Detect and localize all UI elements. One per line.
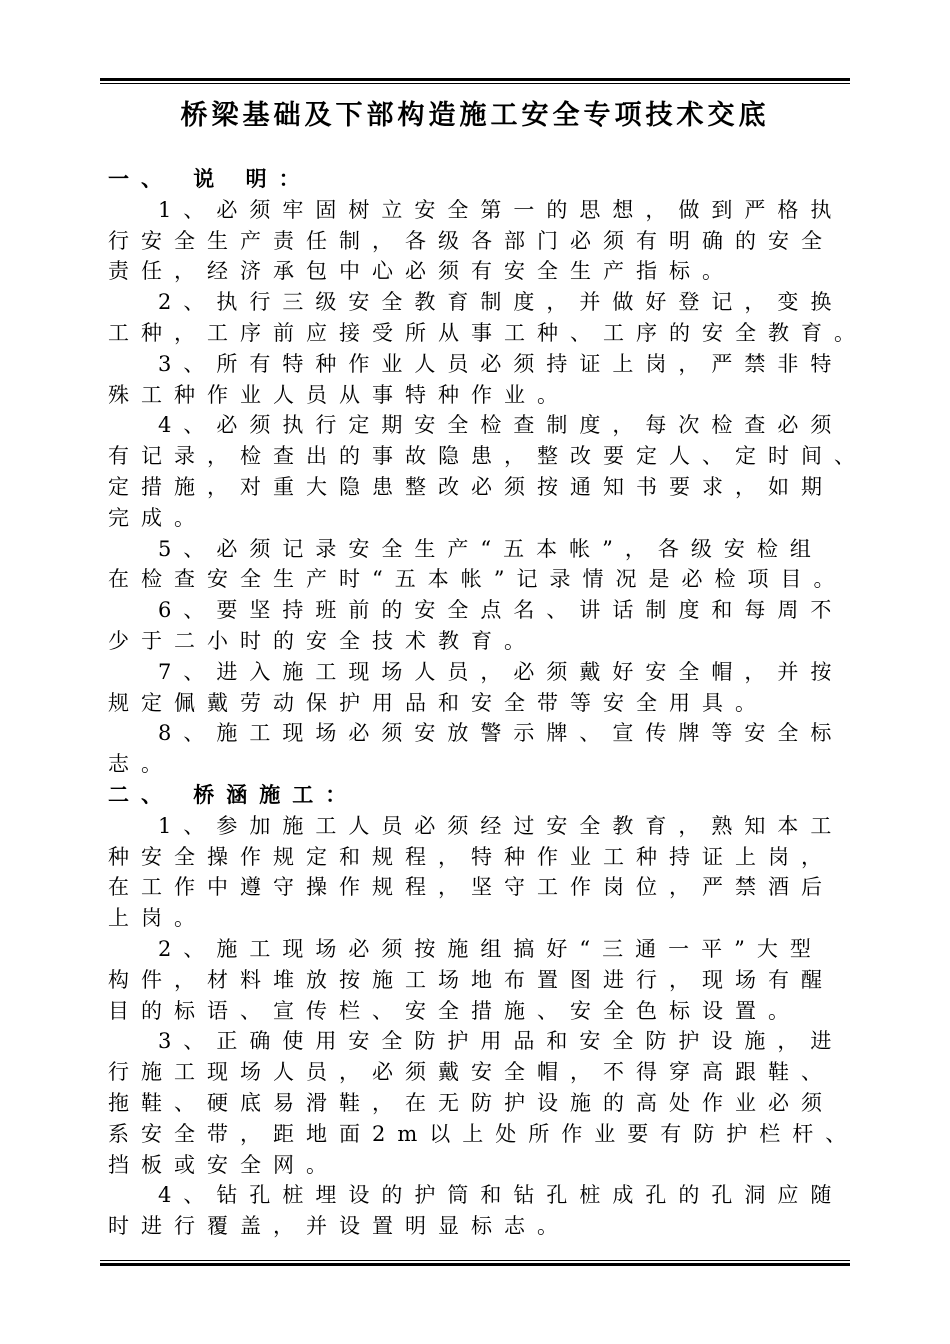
document-title: 桥梁基础及下部构造施工安全专项技术交底 <box>180 100 770 131</box>
text-line: 8、施工现场必须安放警示牌、宣传牌等安全标 <box>158 721 844 746</box>
text-line: 定措施，对重大隐患整改必须按通知书要求，如期 <box>108 474 834 499</box>
text-line: 殊工种作业人员从事特种作业。 <box>108 382 570 407</box>
text-line: 有记录，检查出的事故隐患，整改要定人、定时间、 <box>108 444 867 469</box>
text-line: 2、执行三级安全教育制度，并做好登记，变换 <box>158 290 844 315</box>
text-line: 在检查安全生产时“五本帐”记录情况是必检项目。 <box>108 567 847 592</box>
text-line: 4、钻孔桩埋设的护筒和钻孔桩成孔的孔洞应随 <box>158 1183 844 1208</box>
text-line: 在工作中遵守操作规程，坚守工作岗位，严禁酒后 <box>108 875 834 900</box>
text-line: 时进行覆盖，并设置明显标志。 <box>108 1214 570 1239</box>
text-line: 行安全生产责任制，各级各部门必须有明确的安全 <box>108 228 834 253</box>
header-double-rule <box>100 78 850 84</box>
text-line: 构件，材料堆放按施工场地布置图进行，现场有醒 <box>108 967 834 992</box>
section-heading: 一、 说 明： <box>108 166 312 191</box>
text-line: 种安全操作规定和规程，特种作业工种持证上岗， <box>108 844 834 869</box>
text-line: 少于二小时的安全技术教育。 <box>108 628 537 653</box>
text-line: 拖鞋、硬底易滑鞋，在无防护设施的高处作业必须 <box>108 1090 834 1115</box>
document-body <box>108 164 867 1242</box>
text-line: 1、参加施工人员必须经过安全教育，熟知本工 <box>158 813 844 838</box>
text-line: 2、施工现场必须按施组搞好“三通一平”大型 <box>158 936 823 961</box>
text-line: 3、所有特种作业人员必须持证上岗，严禁非特 <box>158 351 844 376</box>
text-line: 3、正确使用安全防护用品和安全防护设施，进 <box>158 1029 844 1054</box>
text-line: 7、进入施工现场人员，必须戴好安全帽，并按 <box>158 659 844 684</box>
text-line: 5、必须记录安全生产“五本帐”，各级安检组 <box>158 536 823 561</box>
text-line: 志。 <box>108 752 174 777</box>
text-line: 工种，工序前应接受所从事工种、工序的安全教育。 <box>108 320 867 345</box>
text-line: 4、必须执行定期安全检查制度，每次检查必须 <box>158 413 844 438</box>
text-line: 6、要坚持班前的安全点名、讲话制度和每周不 <box>158 598 844 623</box>
footer-double-rule <box>100 1260 850 1266</box>
text-line: 规定佩戴劳动保护用品和安全带等安全用具。 <box>108 690 768 715</box>
text-line: 系安全带，距地面2m以上处所作业要有防护栏杆、 <box>108 1121 859 1146</box>
text-line: 责任，经济承包中心必须有安全生产指标。 <box>108 259 735 284</box>
text-line: 完成。 <box>108 505 207 530</box>
text-line: 挡板或安全网。 <box>108 1152 339 1177</box>
text-line: 行施工现场人员，必须戴安全帽，不得穿高跟鞋、 <box>108 1060 834 1085</box>
section-heading: 二、 桥涵施工： <box>108 781 359 807</box>
text-line: 上岗。 <box>108 906 207 931</box>
text-line: 目的标语、宣传栏、安全措施、安全色标设置。 <box>108 998 801 1023</box>
text-line: 1、必须牢固树立安全第一的思想，做到严格执 <box>158 197 844 222</box>
